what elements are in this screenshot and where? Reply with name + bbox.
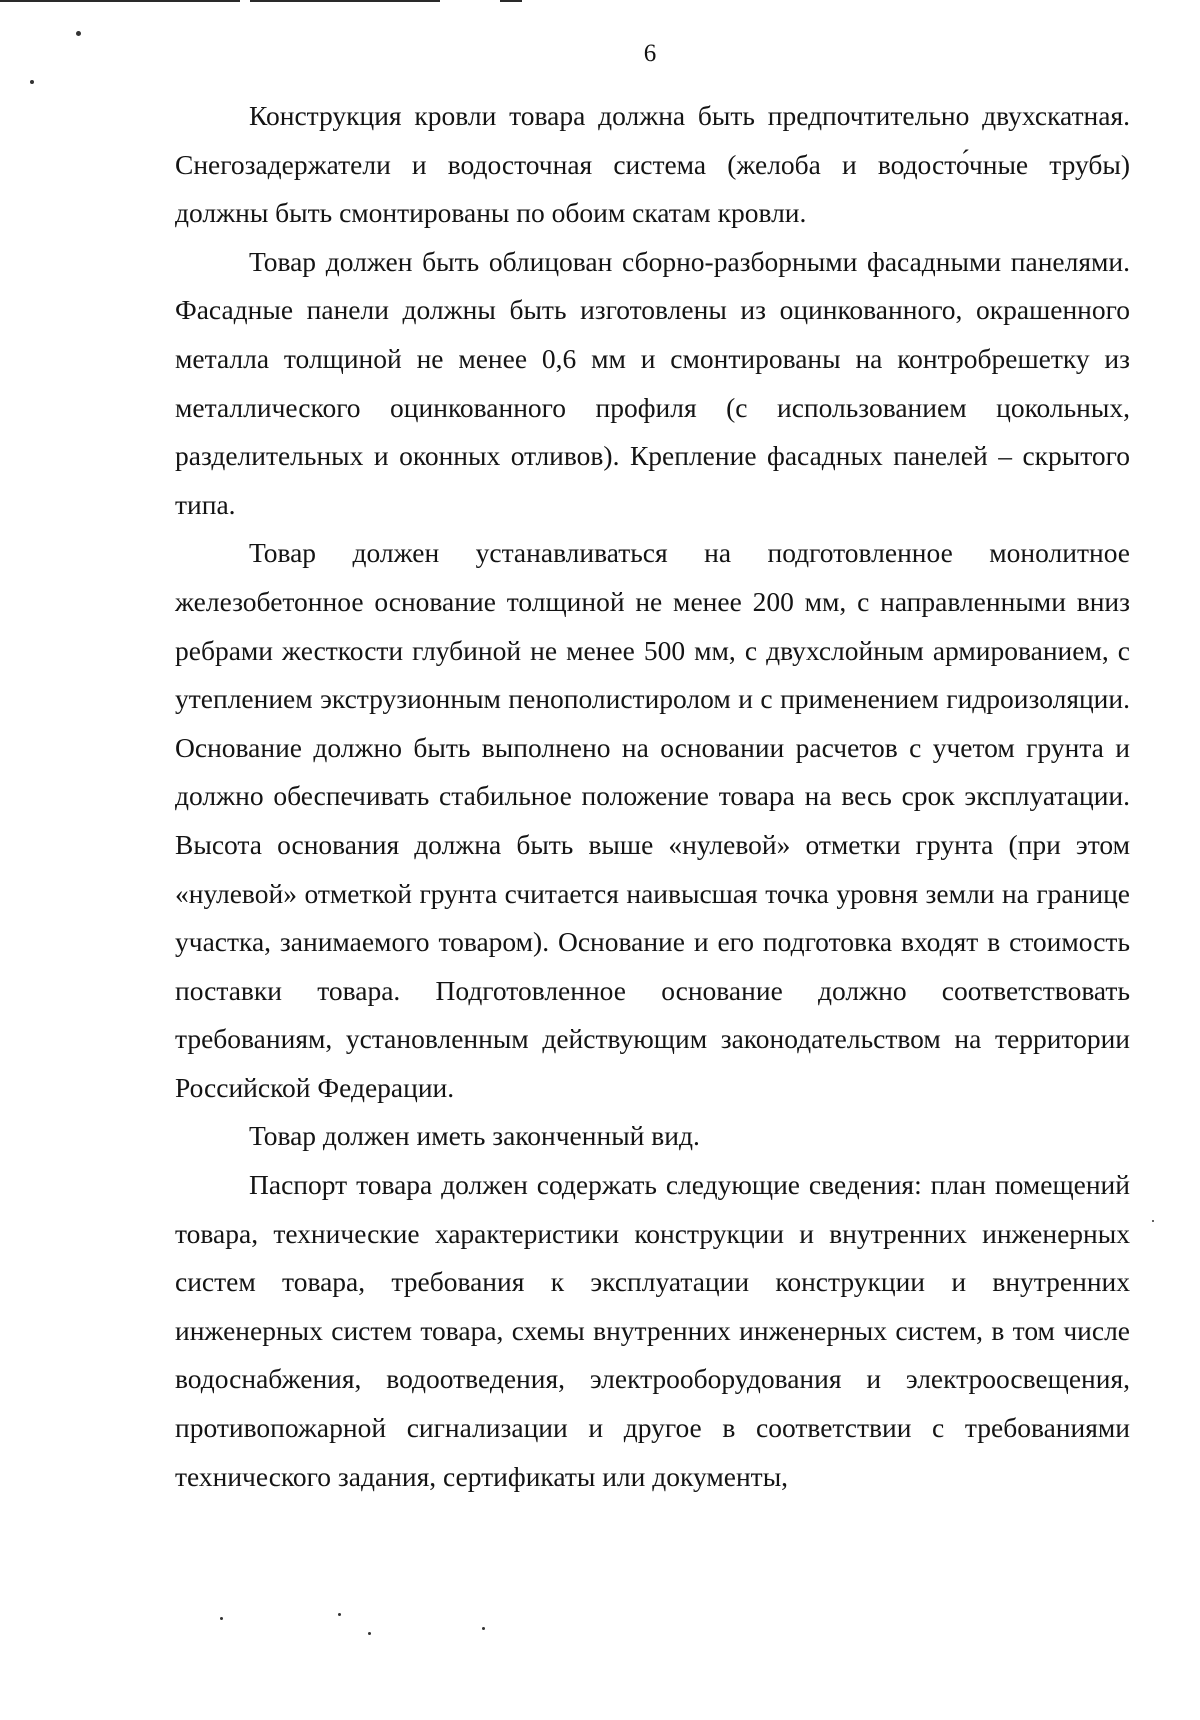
page-number: 6 <box>643 40 657 67</box>
paragraph-passport: Паспорт товара должен содержать следующие сведения: план помещений товара, технические характеристики конструкции и внутренних инженерных систем товара, требования к эксплуатации конструкции и внутренних инженерных систем товара, схемы внутренних инженерных систем, в том числе водоснабжения, водоотведения, электрооборудования и электроосвещения, противопожарной сигнализации и другое в соответствии с требованиями технического задания, сертификаты или документы, <box>175 1169 1130 1492</box>
paragraph-foundation: Товар должен устанавливаться на подготовленное монолитное железобетонное основание толщиной не менее 200 мм, с направленными вниз ребрами жесткости глубиной не менее 500 мм, с двухслойным армированием, с утеплением экструзионным пенополистиролом и с применением гидроизоляции. Основание должно быть выполнено на основании расчетов с учетом грунта и должно обеспечивать стабильное положение товара на весь срок эксплуатации. Высота основания должна быть выше «нулевой» отметки грунта (при этом «нулевой» отметкой грунта считается наивысшая точка уровня земли на границе участка, занимаемого товаром). Основание и его подготовка входят в стоимость поставки товара. Подготовленное основание должно соответствовать требованиям, установленным действующим законодательством на территории Российской Федерации. <box>175 537 1130 1103</box>
scan-speck <box>482 1627 485 1630</box>
scan-edge-top-mid <box>250 0 440 2</box>
scan-edge-top-left <box>0 0 240 2</box>
scan-edge-top-right <box>500 0 522 2</box>
paragraph-facade-panels: Товар должен быть облицован сборно-разборными фасадными панелями. Фасадные панели должны быть изготовлены из оцинкованного, окрашенного металла толщиной не менее 0,6 мм и смонтированы на контробрешетку из металлического оцинкованного профиля (с использованием цокольных, разделительных и оконных отливов). Крепление фасадных панелей – скрытого типа. <box>175 245 1130 520</box>
scan-speck <box>1152 1220 1154 1222</box>
scan-speck <box>338 1613 341 1616</box>
scan-speck <box>368 1632 371 1635</box>
scan-speck <box>30 80 34 84</box>
scan-speck <box>220 1617 223 1620</box>
paragraph-roof: Конструкция кровли товара должна быть предпочтительно двухскатная. Снегозадержатели и водосточная система (желоба и водосто́чные трубы) должны быть смонтированы по обоим скатам кровли. <box>175 100 1130 229</box>
body-text <box>175 92 1130 1501</box>
scan-speck <box>76 31 81 36</box>
paragraph-finished-look: Товар должен иметь законченный вид. <box>249 1120 700 1152</box>
